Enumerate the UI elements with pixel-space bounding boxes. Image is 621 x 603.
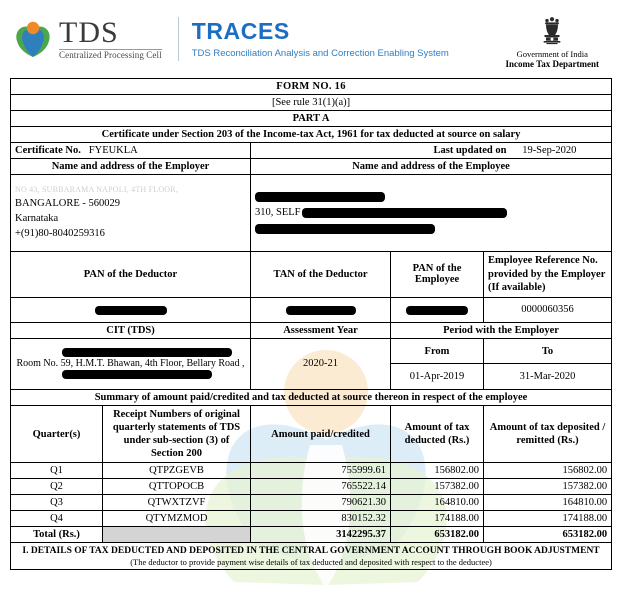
deposited-value: 156802.00	[484, 463, 612, 479]
page-header	[0, 0, 621, 78]
gov-line-1: Government of India	[516, 49, 588, 59]
row-certificate-line	[11, 127, 612, 143]
traces-subtitle: TDS Reconciliation Analysis and Correction Enabling System	[191, 47, 449, 59]
employer-address-line2: BANGALORE - 560029	[15, 197, 120, 209]
assessment-year-value: 2020-21	[251, 338, 391, 389]
last-updated-value: 19-Sep-2020	[522, 145, 577, 156]
quarter-value: Q4	[11, 511, 103, 527]
paid-value: 765522.14	[251, 479, 391, 495]
row-rule	[11, 95, 612, 111]
total-receipt-blank	[103, 527, 251, 543]
period-to-label: To	[484, 338, 612, 364]
total-deducted: 653182.00	[391, 527, 484, 543]
period-to-value: 31-Mar-2020	[484, 364, 612, 390]
certificate-statement: Certificate under Section 203 of the Income-tax Act, 1961 for tax deducted at source on salary	[11, 127, 612, 143]
row-part	[11, 111, 612, 127]
quarter-value: Q1	[11, 463, 103, 479]
employee-address-line2	[255, 205, 607, 220]
deducted-value: 157382.00	[391, 479, 484, 495]
col-tax-deposited: Amount of tax deposited / remitted (Rs.)	[484, 405, 612, 463]
deducted-value: 156802.00	[391, 463, 484, 479]
form-part-label: PART A	[11, 111, 612, 127]
deposited-value: 164810.00	[484, 495, 612, 511]
deposited-value: 157382.00	[484, 479, 612, 495]
receipt-value: QTYMZMOD	[103, 511, 251, 527]
row-form-title	[11, 79, 612, 95]
total-deposited: 653182.00	[484, 527, 612, 543]
tds-leaf-icon	[14, 19, 52, 59]
employee-address-redaction	[255, 222, 607, 237]
employee-ref-value: 0000060356	[484, 297, 612, 322]
employee-name-redaction	[255, 189, 607, 204]
table-row	[11, 463, 612, 479]
paid-value: 830152.32	[251, 511, 391, 527]
row-pan-tan-values	[11, 297, 612, 322]
employer-address-line1-obscured: NO 43, SUBBARAMA NAPOLI, 4TH FLOOR,	[15, 185, 179, 195]
row-summary-headers	[11, 405, 612, 463]
summary-title: Summary of amount paid/credited and tax deducted at source thereon in respect of the employee	[11, 389, 612, 405]
form-rule-reference: [See rule 31(1)(a)]	[11, 95, 612, 111]
period-from-label: From	[391, 338, 484, 364]
paid-value: 790621.30	[251, 495, 391, 511]
row-cit-headers	[11, 322, 612, 338]
row-footer-section	[11, 543, 612, 570]
deposited-value: 174188.00	[484, 511, 612, 527]
pan-deductor-value	[11, 297, 251, 322]
paid-value: 755999.61	[251, 463, 391, 479]
cit-label: CIT (TDS)	[11, 322, 251, 338]
form16-table	[10, 78, 612, 570]
tds-tagline: Centralized Processing Cell	[59, 50, 162, 60]
certificate-no-value: FYEUKLA	[88, 145, 138, 156]
last-updated-cell	[251, 143, 612, 159]
row-addresses	[11, 175, 612, 252]
tds-logo	[14, 18, 162, 60]
receipt-value: QTWXTZVF	[103, 495, 251, 511]
footer-note: (The deductor to provide payment wise details of tax deducted and deposited with respect to the deductee)	[130, 557, 492, 568]
table-row	[11, 495, 612, 511]
form-title: FORM NO. 16	[11, 79, 612, 95]
employer-address	[11, 175, 251, 252]
pan-deductor-label: PAN of the Deductor	[11, 252, 251, 298]
traces-brand	[192, 19, 449, 58]
tan-deductor-value	[251, 297, 391, 322]
quarter-value: Q3	[11, 495, 103, 511]
deducted-value: 174188.00	[391, 511, 484, 527]
pan-employee-value	[391, 297, 484, 322]
government-emblem-block	[506, 16, 600, 69]
assessment-year-label: Assessment Year	[251, 322, 391, 338]
last-updated-label: Last updated on	[433, 145, 507, 156]
pan-employee-label: PAN of the Employee	[391, 252, 484, 298]
footer-section-cell	[11, 543, 612, 570]
certificate-no-cell	[11, 143, 251, 159]
row-address-headers	[11, 159, 612, 175]
table-row	[11, 511, 612, 527]
receipt-value: QTPZGEVB	[103, 463, 251, 479]
cit-address	[11, 338, 251, 389]
employee-ref-label: Employee Reference No. provided by the Employer (If available)	[484, 252, 612, 298]
footer-section-title: I. DETAILS OF TAX DEDUCTED AND DEPOSITED IN THE CENTRAL GOVERNMENT ACCOUNT THROUGH BOOK ADJUSTMENT	[22, 546, 600, 557]
total-label: Total (Rs.)	[11, 527, 103, 543]
col-tax-deducted: Amount of tax deducted (Rs.)	[391, 405, 484, 463]
employee-address-visible-text: 310, SELF	[255, 207, 301, 219]
receipt-value: QTTOPOCB	[103, 479, 251, 495]
period-employer-label: Period with the Employer	[391, 322, 612, 338]
col-amount-paid: Amount paid/credited	[251, 405, 391, 463]
form-body	[0, 78, 621, 570]
row-summary-title	[11, 389, 612, 405]
gov-line-2: Income Tax Department	[505, 59, 599, 69]
col-quarter: Quarter(s)	[11, 405, 103, 463]
quarter-value: Q2	[11, 479, 103, 495]
traces-title: TRACES	[191, 18, 290, 45]
deducted-value: 164810.00	[391, 495, 484, 511]
ashoka-emblem-icon	[539, 16, 565, 48]
header-divider	[178, 17, 179, 61]
total-paid: 3142295.37	[251, 527, 391, 543]
employee-header: Name and address of the Employee	[251, 159, 612, 175]
table-row	[11, 479, 612, 495]
period-from-value: 01-Apr-2019	[391, 364, 484, 390]
employer-header: Name and address of the Employer	[11, 159, 251, 175]
row-pan-tan-headers	[11, 252, 612, 298]
certificate-no-label: Certificate No.	[15, 145, 81, 156]
cit-address-visible: Room No. 59, H.M.T. Bhawan, 4th Floor, Bellary Road ,	[16, 358, 245, 370]
tan-deductor-label: TAN of the Deductor	[251, 252, 391, 298]
row-cit-values	[11, 338, 612, 364]
tds-wordmark: TDS	[59, 16, 119, 49]
employer-address-line4: +(91)80-8040259316	[15, 228, 105, 240]
row-total	[11, 527, 612, 543]
employee-address	[251, 175, 612, 252]
employer-address-line3: Karnataka	[15, 213, 59, 225]
row-certificate-no	[11, 143, 612, 159]
col-receipt-numbers: Receipt Numbers of original quarterly statements of TDS under sub-section (3) of Section 200	[103, 405, 251, 463]
